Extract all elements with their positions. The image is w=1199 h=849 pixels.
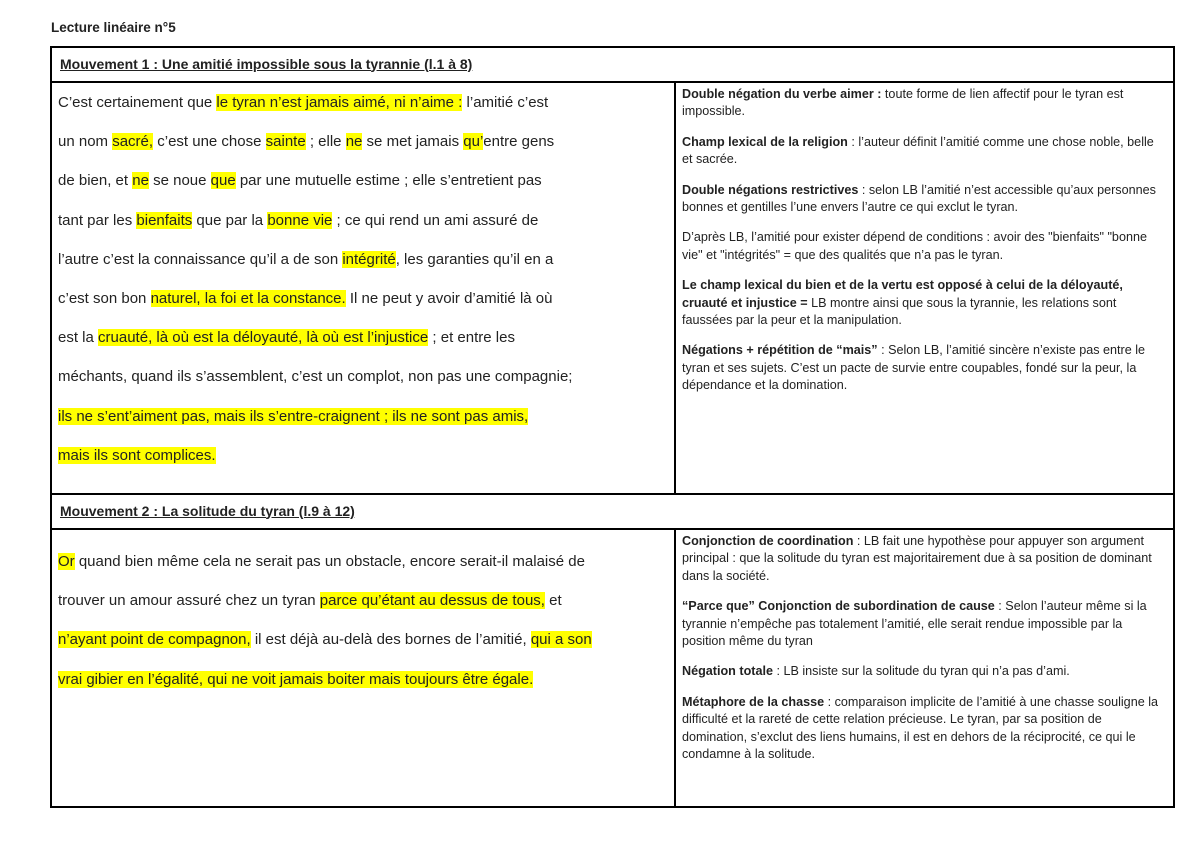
movement-1-notes [675, 82, 1174, 494]
text-line [58, 542, 668, 581]
text-segment: Il ne peut y avoir d’amitié là où [345, 290, 553, 308]
text-segment: ; elle [305, 133, 346, 151]
highlighted-phrase: parce qu’étant au dessus de tous, [319, 592, 545, 610]
analysis-note [682, 694, 1167, 764]
movement-2-heading: Mouvement 2 : La solitude du tyran (l.9 à 12) [60, 502, 355, 519]
analysis-note [682, 598, 1167, 650]
analysis-note [682, 663, 1167, 680]
note-lead: Négation totale [682, 664, 773, 679]
note-lead: Le champ lexical du bien et de la vertu est opposé à celui de la déloyauté, cruauté et injustice = [682, 278, 1123, 310]
highlighted-phrase: ne [345, 133, 363, 151]
text-segment: , les garanties qu’il en a [395, 250, 554, 268]
highlighted-phrase: que [210, 172, 236, 190]
text-line [58, 83, 668, 122]
note-text: : selon LB l’amitié n’est accessible qu’aux personnes bonnes et gentilles l’une envers l’autre ce qui exclut le tyran. [682, 182, 1156, 215]
text-segment: l’autre c’est la connaissance qu’il a de son [58, 250, 343, 268]
note-text: : LB insiste sur la solitude du tyran qui n’a pas d’ami. [772, 664, 1070, 679]
note-text: : Selon l’auteur même si la tyrannie n’empêche pas totalement l’amitié, elle serait rendue impossible par la position même du tyran [682, 599, 1147, 649]
highlighted-phrase: bonne vie [267, 211, 333, 229]
note-lead: Négations + répétition de “mais” [682, 343, 878, 358]
text-segment: se noue [148, 172, 211, 190]
movement-2-header-row [51, 494, 1174, 529]
movement-2-row [51, 529, 1174, 807]
movement-1-row [51, 82, 1174, 494]
text-segment: entre gens [483, 133, 555, 151]
text-segment: de bien, et [58, 172, 133, 190]
note-text: : comparaison implicite de l’amitié à une chasse souligne la difficulté et la rareté de cette relation précieuse. Le tyran, par sa position de domination, s’exclut des liens humains, il est en dehors de la réciprocité, ce qui le condamne à la solitude. [682, 694, 1159, 762]
text-segment: méchants, quand ils s’assemblent, c’est un complot, non pas une compagnie; [58, 368, 573, 386]
text-line [58, 201, 668, 240]
highlighted-phrase: ils ne s’ent’aiment pas, mais ils s’entre-craignent ; ils ne sont pas amis, [58, 407, 529, 425]
note-text: : LB fait une hypothèse pour appuyer son argument principal : que la solitude du tyran est majoritairement due à sa position de dominant dans la société. [682, 534, 1152, 583]
highlighted-phrase: n’ayant point de compagnon, [58, 631, 251, 649]
note-text: : l’auteur définit l’amitié comme une chose noble, belle et sacrée. [682, 134, 1154, 167]
text-segment: et [544, 592, 562, 610]
text-line [58, 318, 668, 357]
text-line [58, 161, 668, 200]
highlighted-phrase: intégrité [342, 250, 396, 268]
note-text: toute forme de lien affectif pour le tyran est impossible. [682, 87, 1124, 119]
text-line [58, 357, 668, 396]
analysis-note [682, 134, 1167, 169]
text-segment: quand bien même cela ne serait pas un obstacle, encore serait-il malaisé de [74, 553, 585, 570]
note-text: : Selon LB, l’amitié sincère n’existe pas entre le tyran et ses sujets. C’est un pacte de survie entre coupables, fondé sur la peur, la dépendance et la domination. [682, 343, 1146, 393]
highlighted-phrase: naturel, la foi et la constance. [150, 290, 346, 308]
movement-2-text [51, 529, 675, 807]
note-lead: Conjonction de coordination [682, 534, 854, 548]
text-segment: tant par les [58, 211, 137, 229]
text-line [58, 240, 668, 279]
note-text: D’après LB, l’amitié pour exister dépend de conditions : avoir des "bienfaits" "bonne vie" et "intégrités" = que des qualités que n’a pas le tyran. [682, 230, 1147, 262]
analysis-note [682, 533, 1167, 585]
highlighted-phrase: Or [58, 553, 75, 570]
text-line [58, 436, 668, 475]
text-line [58, 620, 668, 659]
highlighted-phrase: ne [132, 172, 149, 190]
highlighted-phrase: sacré, [112, 133, 154, 151]
text-line [58, 581, 668, 620]
note-lead: Métaphore de la chasse [682, 694, 825, 709]
text-segment: l’amitié c’est [462, 94, 549, 111]
text-segment: que par la [192, 211, 268, 229]
highlighted-phrase: vrai gibier en l’égalité, qui ne voit jamais boiter mais toujours être égale. [58, 670, 534, 688]
text-segment: c’est son bon [58, 290, 151, 308]
highlighted-phrase: qui a son [530, 631, 592, 649]
text-segment: c’est une chose [153, 133, 266, 151]
text-segment: ; et entre les [428, 329, 515, 347]
analysis-table [50, 46, 1175, 808]
analysis-note [682, 182, 1167, 217]
movement-2-notes [675, 529, 1174, 807]
highlighted-phrase: mais ils sont complices. [58, 446, 216, 464]
text-segment: il est déjà au-delà des bornes de l’amitié, [250, 631, 531, 649]
text-segment: C’est certainement que [58, 94, 217, 111]
note-lead: “Parce que” Conjonction de subordination de cause [682, 599, 995, 614]
movement-1-header-row [51, 47, 1174, 82]
analysis-note [682, 342, 1167, 394]
highlighted-phrase: bienfaits [136, 211, 193, 229]
text-segment: un nom [58, 133, 113, 151]
text-segment: est la [58, 329, 99, 347]
highlighted-phrase: qu’ [463, 133, 484, 151]
note-lead: Champ lexical de la religion [682, 134, 848, 149]
note-lead: Double négations restrictives [682, 182, 859, 197]
highlighted-phrase: sainte [265, 133, 306, 151]
analysis-note [682, 229, 1167, 264]
text-segment: ; ce qui rend un ami assuré de [332, 211, 539, 229]
movement-1-heading: Mouvement 1 : Une amitié impossible sous la tyrannie (l.1 à 8) [60, 55, 473, 72]
note-lead: Double négation du verbe aimer : [682, 87, 882, 101]
text-segment: par une mutuelle estime ; elle s’entretient pas [235, 172, 542, 190]
analysis-note [682, 277, 1167, 329]
text-line [58, 279, 668, 318]
document-title: Lecture linéaire n°5 [51, 20, 176, 35]
text-segment: se met jamais [362, 133, 464, 151]
text-segment: trouver un amour assuré chez un tyran [58, 592, 320, 610]
text-line [58, 397, 668, 436]
highlighted-phrase: le tyran n’est jamais aimé, ni n’aime : [216, 94, 463, 111]
text-line [58, 122, 668, 161]
text-line [58, 660, 668, 699]
analysis-note [682, 86, 1167, 121]
highlighted-phrase: cruauté, là où est la déloyauté, là où est l’injustice [98, 329, 429, 347]
note-text: LB montre ainsi que sous la tyrannie, les relations sont faussées par la peur et la manipulation. [682, 295, 1117, 328]
movement-1-text [51, 82, 675, 494]
